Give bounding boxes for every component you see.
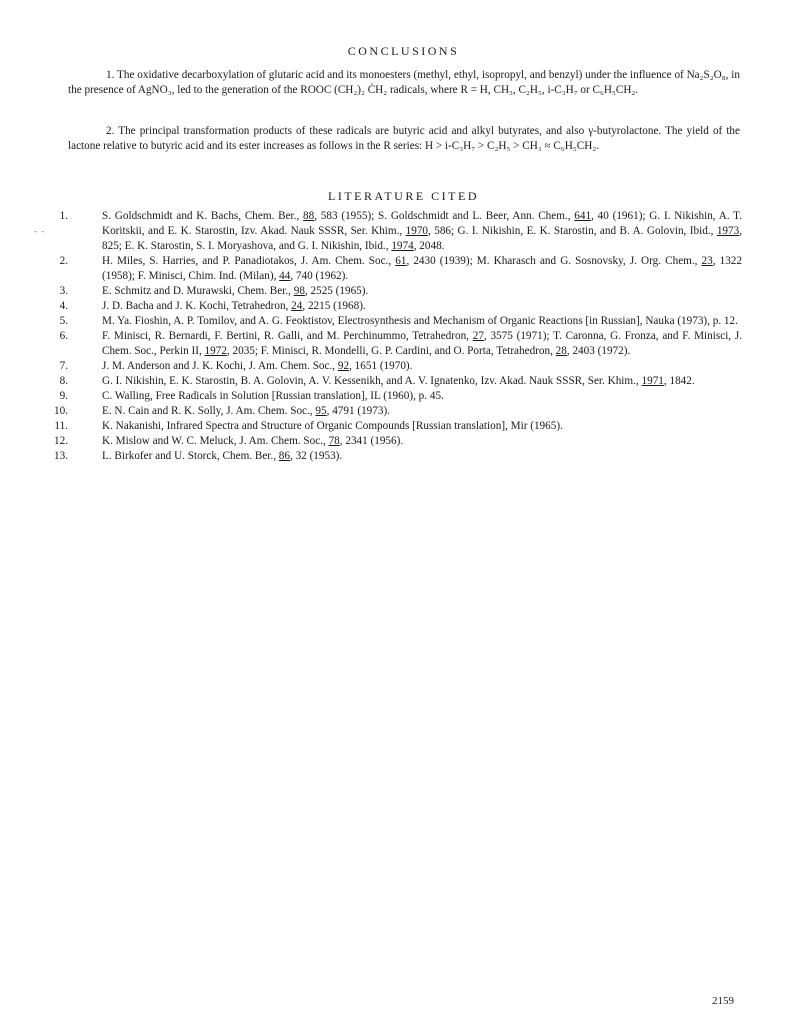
reference-volume: 88 bbox=[303, 210, 315, 222]
reference-segment: , 40 (1961); G. I. Nikishin, A. T. Koritskii, and E. K. Starostin, Izv. Akad. Nauk SSSR, Ser. Khim., bbox=[102, 210, 742, 237]
reference-text bbox=[102, 314, 742, 329]
reference-text bbox=[102, 254, 742, 284]
reference-volume: 23 bbox=[701, 255, 713, 267]
reference-volume: 92 bbox=[337, 360, 350, 372]
reference-item bbox=[38, 209, 748, 254]
reference-number: 6. bbox=[59, 330, 68, 342]
reference-number: 8. bbox=[59, 375, 68, 387]
reference-text bbox=[102, 374, 742, 389]
reference-volume: 98 bbox=[293, 285, 305, 297]
reference-segment: C. Walling, Free Radicals in Solution [Russian translation], IL (1960), p. 45. bbox=[102, 390, 444, 402]
reference-item bbox=[38, 254, 748, 284]
conclusion-paragraph-1: 1. The oxidative decarboxylation of glutaric acid and its monoesters (methyl, ethyl, isopropyl, and benzyl) under the influence of Na₂S₂O₈, in the presence of AgNO₃, led to the generation of the ROOC (CH₂)₂ ĊH₂ radicals, where R = H, CH₃, C₂H₅, i-C₃H₇ or C₆H₅CH₂. bbox=[68, 69, 740, 96]
reference-volume: 1972 bbox=[204, 345, 227, 357]
reference-text bbox=[102, 419, 742, 434]
reference-segment: , 2430 (1939); M. Kharasch and G. Sosnovsky, J. Org. Chem., bbox=[406, 255, 702, 267]
reference-item bbox=[38, 449, 748, 464]
reference-segment: G. I. Nikishin, E. K. Starostin, B. A. Golovin, A. V. Kessenikh, and A. V. Ignatenko, Izv. Akad. Nauk SSSR, Ser. Khim., bbox=[102, 375, 642, 387]
reference-segment: , 586; G. I. Nikishin, E. K. Starostin, and B. A. Golovin, Ibid., bbox=[428, 225, 717, 237]
reference-item bbox=[38, 314, 748, 329]
reference-number: 1. bbox=[59, 210, 68, 222]
reference-number: 13. bbox=[54, 450, 68, 462]
reference-text bbox=[102, 434, 742, 449]
reference-segment: K. Nakanishi, Infrared Spectra and Structure of Organic Compounds [Russian translation], Mir (1965). bbox=[102, 420, 563, 432]
reference-segment: L. Birkofer and U. Storck, Chem. Ber., bbox=[102, 450, 279, 462]
reference-number: 5. bbox=[59, 315, 68, 327]
reference-item bbox=[38, 419, 748, 434]
reference-segment: S. Goldschmidt and K. Bachs, Chem. Ber., bbox=[102, 210, 304, 222]
reference-segment: , 583 (1955); S. Goldschmidt and L. Beer, Ann. Chem., bbox=[314, 210, 575, 222]
reference-volume: 95 bbox=[315, 405, 327, 417]
reference-segment: , 32 (1953). bbox=[289, 450, 343, 462]
reference-item bbox=[38, 389, 748, 404]
reference-segment: K. Mislow and W. C. Meluck, J. Am. Chem. Soc., bbox=[102, 435, 329, 447]
reference-segment: , 740 (1962). bbox=[290, 270, 349, 282]
reference-volume: 1973 bbox=[716, 225, 740, 237]
reference-number: 10. bbox=[54, 405, 68, 417]
reference-text bbox=[102, 389, 742, 404]
reference-item bbox=[38, 359, 748, 374]
reference-number: 4. bbox=[59, 300, 68, 312]
reference-volume: 1971 bbox=[641, 375, 664, 387]
reference-segment: , 2341 (1956). bbox=[339, 435, 404, 447]
reference-volume: 61 bbox=[395, 255, 407, 267]
reference-text bbox=[102, 449, 742, 464]
reference-segment: E. Schmitz and D. Murawski, Chem. Ber., bbox=[102, 285, 294, 297]
margin-mark: - - bbox=[34, 226, 46, 236]
reference-segment: H. Miles, S. Harries, and P. Panadiotakos, J. Am. Chem. Soc., bbox=[102, 255, 396, 267]
reference-text bbox=[102, 404, 742, 419]
reference-volume: 1970 bbox=[405, 225, 428, 237]
conclusion-paragraph-2: 2. The principal transformation products of these radicals are butyric acid and alkyl butyrates, and also γ-butyrolactone. The yield of the lactone relative to butyric acid and its ester increases as follows in the R series: H > i-C₃H₇ > C₂H₅ > CH₃ ≈ C₆H₅CH₂. bbox=[68, 125, 740, 152]
page-number: 2159 bbox=[712, 995, 734, 1007]
literature-heading: LITERATURE CITED bbox=[328, 189, 479, 203]
reference-text bbox=[102, 284, 742, 299]
reference-volume: 44 bbox=[279, 270, 291, 282]
reference-segment: , 4791 (1973). bbox=[326, 405, 390, 417]
reference-item bbox=[38, 374, 748, 389]
reference-volume: 24 bbox=[291, 300, 303, 312]
reference-text bbox=[102, 329, 742, 359]
reference-text bbox=[102, 209, 742, 254]
reference-segment: , 2035; F. Minisci, R. Mondelli, G. P. Cardini, and O. Porta, Tetrahedron, bbox=[226, 345, 556, 357]
reference-segment: , 2403 (1972). bbox=[566, 345, 631, 357]
reference-segment: , 2215 (1968). bbox=[302, 300, 366, 312]
reference-item bbox=[38, 299, 748, 314]
reference-segment: E. N. Cain and R. K. Solly, J. Am. Chem. Soc., bbox=[102, 405, 316, 417]
reference-number: 9. bbox=[59, 390, 68, 402]
reference-item bbox=[38, 329, 748, 359]
reference-number: 3. bbox=[59, 285, 68, 297]
reference-segment: , 1842. bbox=[663, 375, 695, 387]
reference-text bbox=[102, 359, 742, 374]
reference-segment: , 1322 (1958); F. Minisci, Chim. Ind. (Milan), bbox=[102, 255, 742, 282]
reference-segment: , 3575 (1971); T. Caronna, G. Fronza, and F. Minisci, J. Chem. Soc., Perkin II, bbox=[102, 330, 743, 357]
reference-volume: 1974 bbox=[391, 240, 414, 252]
reference-volume: 86 bbox=[278, 450, 290, 462]
conclusions-heading: CONCLUSIONS bbox=[347, 44, 460, 58]
reference-item bbox=[38, 434, 748, 449]
reference-volume: 641 bbox=[574, 210, 592, 222]
reference-segment: , 1651 (1970). bbox=[349, 360, 413, 372]
reference-segment: J. M. Anderson and J. K. Kochi, J. Am. Chem. Soc., bbox=[102, 360, 338, 372]
reference-volume: 27 bbox=[472, 330, 484, 342]
reference-segment: F. Minisci, R. Bernardi, F. Bertini, R. Galli, and M. Perchinummo, Tetrahedron, bbox=[102, 330, 473, 342]
reference-item bbox=[38, 284, 748, 299]
reference-segment: J. D. Bacha and J. K. Kochi, Tetrahedron, bbox=[102, 300, 292, 312]
reference-segment: , 825; E. K. Starostin, S. I. Moryashova, and G. I. Nikishin, Ibid., bbox=[102, 225, 742, 252]
reference-segment: , 2525 (1965). bbox=[304, 285, 369, 297]
reference-item bbox=[38, 404, 748, 419]
reference-text bbox=[102, 299, 742, 314]
reference-number: 11. bbox=[54, 420, 68, 432]
reference-number: 7. bbox=[59, 360, 68, 372]
reference-number: 12. bbox=[54, 435, 68, 447]
reference-segment: M. Ya. Fioshin, A. P. Tomilov, and A. G. Feoktistov, Electrosynthesis and Mechanism of Organic Reactions [in Russian], Nauka (1973), p. 12. bbox=[102, 315, 738, 327]
reference-volume: 78 bbox=[328, 435, 340, 447]
reference-list bbox=[38, 209, 748, 464]
reference-volume: 28 bbox=[555, 345, 567, 357]
reference-number: 2. bbox=[59, 255, 68, 267]
reference-segment: , 2048. bbox=[413, 240, 445, 252]
